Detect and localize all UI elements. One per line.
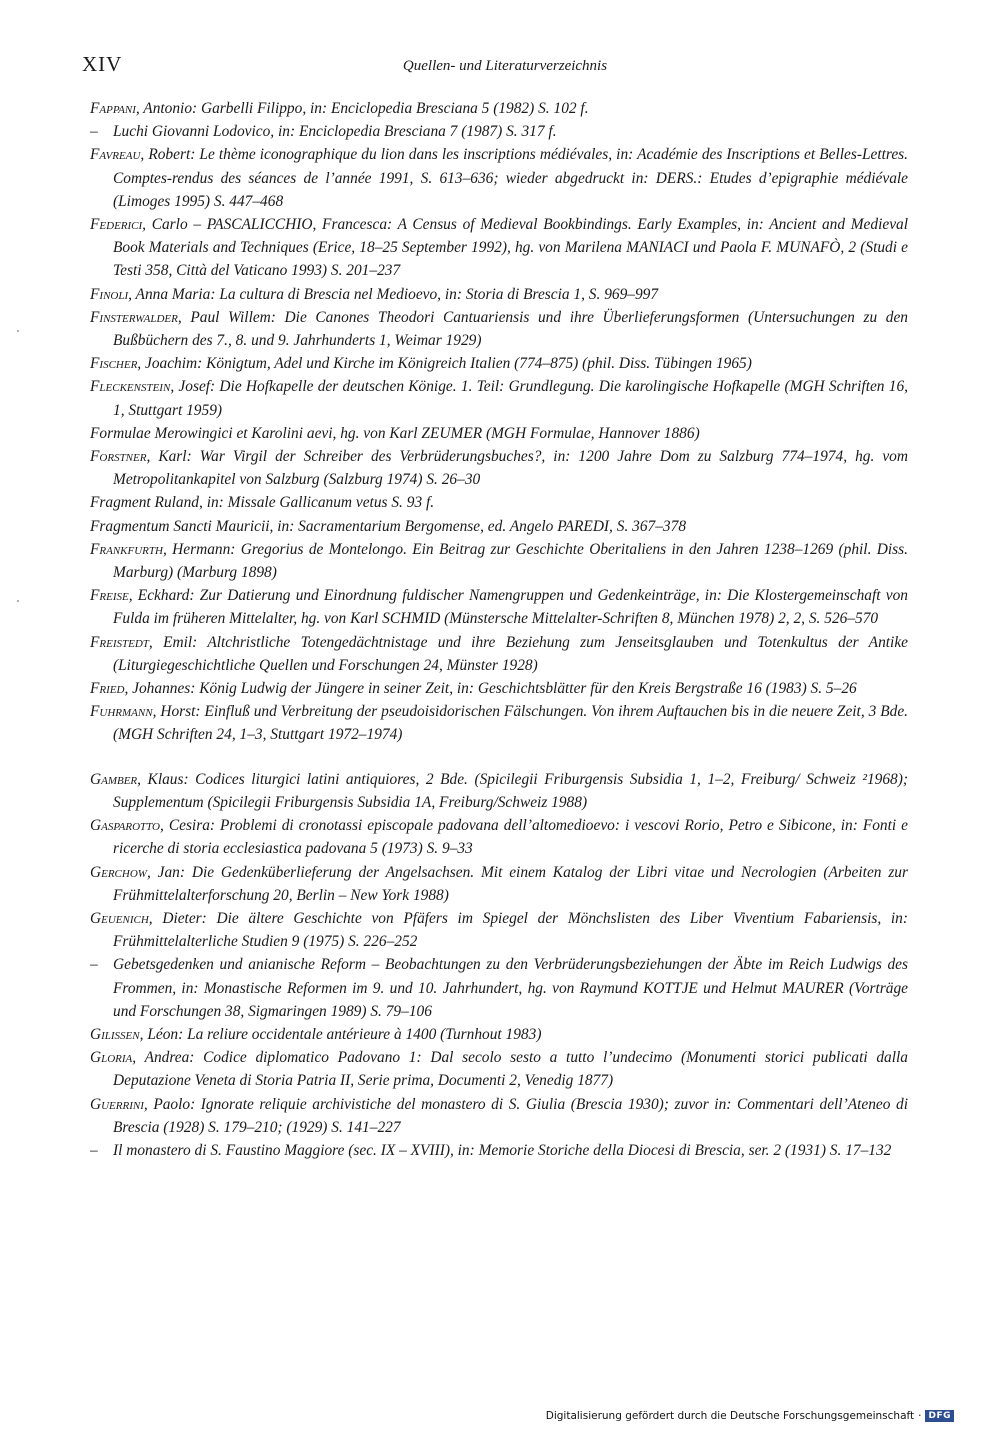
bibliography-entry xyxy=(90,814,908,860)
entry-text: , Anna Maria: La cultura di Brescia nel Medioevo, in: Storia di Brescia 1, S. 969–997 xyxy=(128,285,659,303)
bibliography-entry xyxy=(90,491,908,514)
bibliography-entry xyxy=(90,700,908,746)
running-title: Quellen- und Literaturverzeichnis xyxy=(402,58,608,74)
bibliography-continuation-entry xyxy=(90,120,908,143)
entry-author: Geuenich xyxy=(90,909,149,927)
entry-text: , Emil: Altchristliche Totengedächtnistage und ihre Beziehung zum Jenseitsglauben und Totenkultus der Antike (Liturgiegeschichtliche Quellen und Forschungen 24, Münster 1928) xyxy=(113,633,908,674)
entry-text: , Eckhard: Zur Datierung und Einordnung fuldischer Namengruppen und Gedenkeinträge, in: Die Klostergemeinschaft von Fulda im früheren Mittelalter, hg. von Karl SCHMID (Münstersche Mittelalter-Schriften 8, München 1978) 2, 2, S. 526–570 xyxy=(113,587,908,628)
bibliography-entry xyxy=(90,515,908,538)
bibliography-entry xyxy=(90,1023,908,1046)
entry-author: Finsterwalder xyxy=(90,308,178,326)
bibliography-entry xyxy=(90,768,908,814)
entry-text: , Hermann: Gregorius de Montelongo. Ein Beitrag zur Geschichte Oberitaliens in den Jahren 1238–1269 (phil. Diss. Marburg) (Marburg 1898) xyxy=(113,540,908,582)
entry-author: Gamber xyxy=(90,770,138,788)
bibliography-entry xyxy=(90,352,908,375)
continuation-dash: – xyxy=(90,1141,98,1159)
entry-author: Fleckenstein xyxy=(90,378,171,396)
entry-text: , Cesira: Problemi di cronotassi episcopale padovana dell’altomedioevo: i vescovi Rorio, Petro e Sibicone, in: Fonti e ricerche di storia ecclesiastica padovana 5 (1973) S. 9–33 xyxy=(113,817,908,858)
entry-text: Luchi Giovanni Lodovico, in: Enciclopedia Bresciana 7 (1987) S. 317 f. xyxy=(113,123,557,141)
entry-text: , Horst: Einfluß und Verbreitung der pseudoisidorischen Fälschungen. Von ihrem Auftauchen bis in die neuere Zeit, 3 Bde. (MGH Schriften 24, 1–3, Stuttgart 1972–1974) xyxy=(113,703,908,744)
bibliography-entry xyxy=(90,1046,908,1092)
entry-text: , Paolo: Ignorate reliquie archivistiche del monastero di S. Giulia (Brescia 1930); zuvor in: Commentari dell’Ateneo di Brescia (1928) S. 179–210; (1929) S. 141–227 xyxy=(113,1095,908,1136)
entry-text: , Joachim: Königtum, Adel und Kirche im Königreich Italien (774–875) (phil. Diss. Tübingen 1965) xyxy=(137,355,752,373)
bibliography-entry xyxy=(90,1093,908,1139)
page-number: XIV xyxy=(82,52,123,76)
entry-author: Gilissen xyxy=(90,1025,140,1043)
scan-speck xyxy=(17,330,19,332)
entry-text: , Josef: Die Hofkapelle der deutschen Könige. 1. Teil: Grundlegung. Die karolingische Hofkapelle (MGH Schriften 16, 1, Stuttgart 1959) xyxy=(113,378,908,419)
entry-text: , Paul Willem: Die Canones Theodori Cantuariensis und ihre Überlieferungsformen (Untersuchungen zu den Bußbüchern des 7., 8. und 9. Jahrhunderts 1, Weimar 1929) xyxy=(113,308,908,350)
entry-author: Gasparotto xyxy=(90,817,160,835)
bibliography-continuation-entry xyxy=(90,953,908,1023)
bibliography-entry xyxy=(90,283,908,306)
bibliography-entry xyxy=(90,677,908,700)
entry-author: Gerchow xyxy=(90,863,147,881)
bibliography-entry xyxy=(90,306,908,352)
bibliography-entry xyxy=(90,422,908,445)
bibliography-entry xyxy=(90,861,908,907)
entry-author: Gloria xyxy=(90,1049,133,1067)
entry-text: Il monastero di S. Faustino Maggiore (sec. IX – XVIII), in: Memorie Storiche della Diocesi di Brescia, ser. 2 (1931) S. 17–132 xyxy=(113,1141,892,1159)
bibliography-entry xyxy=(90,97,908,120)
entry-author: Finoli xyxy=(90,285,129,303)
entry-author: Fappani xyxy=(90,100,136,117)
entry-text: Fragmentum Sancti Mauricii, in: Sacramentarium Bergomense, ed. Angelo PAREDI, S. 367–378 xyxy=(90,517,687,535)
entry-author: Frankfurth xyxy=(90,540,163,558)
entry-author: Fuhrmann xyxy=(90,703,153,721)
dfg-logo: DFG xyxy=(925,1410,954,1422)
credit-separator: · xyxy=(918,1410,922,1422)
entry-author: Favreau xyxy=(90,146,141,164)
bibliography-entry xyxy=(90,584,908,630)
entry-text: , Jan: Die Gedenküberlieferung der Angelsachsen. Mit einem Katalog der Libri vitae und Necrologien (Arbeiten zur Frühmittelalterforschung 20, Berlin – New York 1988) xyxy=(113,863,908,904)
entry-text: Fragment Ruland, in: Missale Gallicanum vetus S. 93 f. xyxy=(90,494,435,512)
continuation-dash: – xyxy=(90,123,98,141)
entry-author: Freistedt xyxy=(90,633,149,651)
entry-author: Federici xyxy=(90,216,143,234)
entry-text: , Dieter: Die ältere Geschichte von Pfäfers im Spiegel der Mönchslisten des Liber Viventium Fabariensis, in: Frühmittelalterliche Studien 9 (1975) S. 226–252 xyxy=(113,909,908,951)
funding-credit: Digitalisierung gefördert durch die Deutsche Forschungsgemeinschaft xyxy=(545,1410,915,1422)
bibliography-entry xyxy=(90,375,908,421)
bibliography-list xyxy=(90,97,908,1162)
bibliography-entry xyxy=(90,445,908,491)
continuation-dash: – xyxy=(90,956,98,974)
bibliography-entry xyxy=(90,631,908,677)
entry-text: , Carlo – PASCALICCHIO, Francesca: A Census of Medieval Bookbindings. Early Examples, in: Ancient and Medieval Book Materials and Techniques (Erice, 18–25 September 1992), hg. von Marilena MANIACI und Paola F. MUNAFÒ, 2 (Studi e Testi 358, Città del Vaticano 1993) S. 201–237 xyxy=(113,216,908,280)
entry-text: Formulae Merowingici et Karolini aevi, hg. von Karl ZEUMER (MGH Formulae, Hannover 1886) xyxy=(90,424,700,442)
page-footer xyxy=(546,1410,954,1422)
entry-author: Freise xyxy=(90,587,129,605)
entry-text: , Klaus: Codices liturgici latini antiquiores, 2 Bde. (Spicilegii Friburgensis Subsidia 1, 1–2, Freiburg/ Schweiz ²1968); Supplementum (Spicilegii Friburgensis Subsidia 1A, Freiburg/Schweiz 1988) xyxy=(113,770,908,811)
entry-text: , Léon: La reliure occidentale antérieure à 1400 (Turnhout 1983) xyxy=(139,1025,542,1043)
entry-author: Guerrini xyxy=(90,1095,144,1113)
entry-author: Fried xyxy=(90,680,125,698)
entry-text: , Antonio: Garbelli Filippo, in: Enciclopedia Bresciana 5 (1982) S. 102 f. xyxy=(135,100,589,117)
entry-text: Gebetsgedenken und anianische Reform – Beobachtungen zu den Verbrüderungsbeziehungen der Äbte im Reich Ludwigs des Frommen, in: Monastische Reformen im 9. und 10. Jahrhundert, hg. von Raymund KOTTJE und Helmut MAURER (Vorträge und Forschungen 38, Sigmaringen 1989) S. 79–106 xyxy=(113,956,908,1020)
bibliography-entry xyxy=(90,143,908,213)
bibliography-continuation-entry xyxy=(90,1139,908,1162)
entry-text: , Robert: Le thème iconographique du lion dans les inscriptions médiévales, in: Académie des Inscriptions et Belles-Lettres. Comptes-rendus des séances de l’année 1991, S. 613–636; wieder abgedruckt in: DERS.: Etudes d’epigraphie médiévale (Limoges 1995) S. 447–468 xyxy=(113,146,908,210)
entry-text: , Johannes: König Ludwig der Jüngere in seiner Zeit, in: Geschichtsblätter für den Kreis Bergstraße 16 (1983) S. 5–26 xyxy=(124,680,857,698)
bibliography-entry xyxy=(90,213,908,283)
entry-author: Forstner xyxy=(90,448,147,466)
entry-text: , Karl: War Virgil der Schreiber des Verbrüderungsbuches?, in: 1200 Jahre Dom zu Salzburg 774–1974, hg. vom Metropolitankapitel von Salzburg (Salzburg 1974) S. 26–30 xyxy=(113,448,908,489)
entry-text: , Andrea: Codice diplomatico Padovano 1: Dal secolo sesto a tutto l’undecimo (Monumenti storici publicati dalla Deputazione Veneta di Storia Patria II, Serie prima, Documenti 2, Venedig 1877) xyxy=(113,1049,908,1090)
scan-speck xyxy=(17,600,19,602)
entry-author: Fischer xyxy=(90,355,138,373)
bibliography-entry xyxy=(90,538,908,584)
bibliography-entry xyxy=(90,907,908,953)
